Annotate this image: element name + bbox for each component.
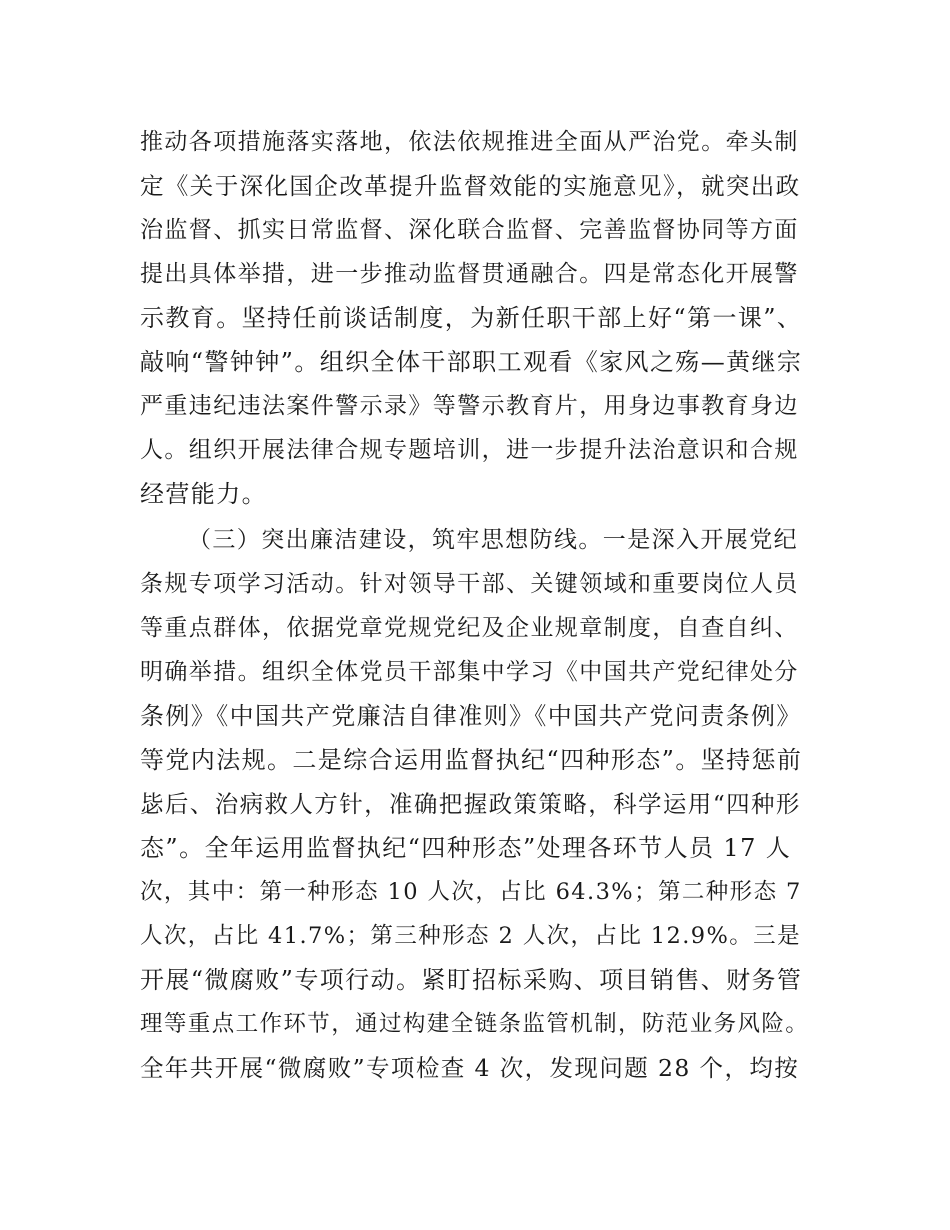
text-line: 条例》《中国共产党廉洁自律准则》《中国共产党问责条例》 — [140, 702, 802, 730]
text-line: 经营能力。 — [140, 480, 267, 508]
text-line: 理等重点工作环节，通过构建全链条监管机制，防范业务风险。 — [140, 1011, 810, 1037]
text-line: 治监督、抓实日常监督、深化联合监督、完善监督协同等方面 — [140, 217, 799, 243]
section-heading-line: （三）突出廉洁建设，筑牢思想防线。一是深入开展党纪 — [188, 527, 798, 553]
text-line: 定《关于深化国企改革提升监督效能的实施意见》，就突出政 — [140, 172, 801, 200]
text-line: 人次，占比 41.7%；第三种形态 2 人次，占比 12.9%。三是 — [140, 923, 801, 949]
text-line: 敲响“警钟钟”。组织全体干部职工观看《家风之殇—黄继宗 — [140, 348, 803, 376]
text-line: 人。组织开展法律合规专题培训，进一步提升法治意识和合规 — [140, 437, 799, 463]
text-line: 明确举措。组织全体党员干部集中学习《中国共产党纪律处分 — [140, 659, 799, 685]
text-line: 条规专项学习活动。针对领导干部、关键领域和重要岗位人员 — [140, 571, 799, 597]
text-line: 毖后、治病救人方针，准确把握政策策略，科学运用“四种形 — [140, 790, 801, 818]
text-line: 示教育。坚持任前谈话制度，为新任职干部上好“第一课”、 — [140, 304, 803, 332]
text-line: 次，其中：第一种形态 10 人次，占比 64.3%；第二种形态 7 — [140, 879, 802, 905]
text-line: 等党内法规。二是综合运用监督执纪“四种形态”。坚持惩前 — [140, 746, 803, 774]
text-line: 推动各项措施落实落地，依法依规推进全面从严治党。牵头制 — [140, 129, 799, 155]
text-line: 态”。全年运用监督执纪“四种形态”处理各环节人员 17 人 — [140, 834, 792, 862]
text-line: 等重点群体，依据党章党规党纪及企业规章制度，自查自纠、 — [140, 615, 799, 641]
text-line: 全年共开展“微腐败”专项检查 4 次，发现问题 28 个，均按 — [140, 1054, 800, 1082]
text-line: 提出具体举措，进一步推动监督贯通融合。四是常态化开展警 — [140, 261, 799, 287]
text-line: 严重违纪违法案件警示录》等警示教育片，用身边事教育身边 — [140, 393, 799, 419]
text-line: 开展“微腐败”专项行动。紧盯招标采购、项目销售、财务管 — [140, 966, 803, 994]
